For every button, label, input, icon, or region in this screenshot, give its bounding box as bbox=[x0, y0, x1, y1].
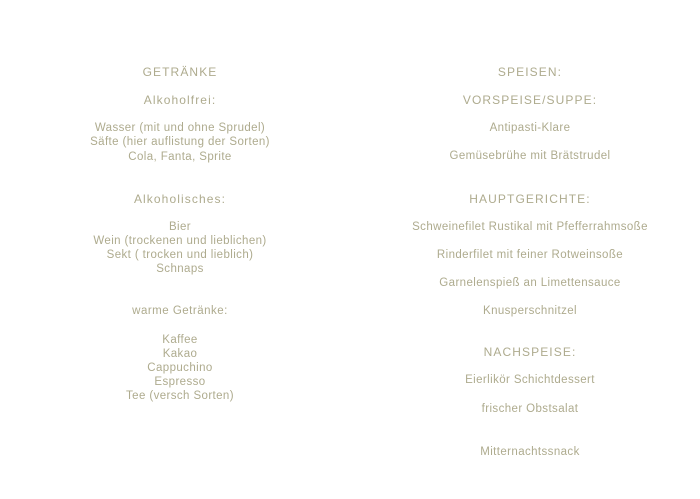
food-title: SPEISEN: bbox=[497, 65, 563, 79]
menu-item: Kakao bbox=[162, 348, 198, 360]
menu-item: Wein (trockenen und lieblichen) bbox=[93, 235, 267, 247]
menu-item: Schnaps bbox=[156, 263, 204, 275]
drinks-column bbox=[60, 0, 300, 499]
menu-item: Espresso bbox=[154, 376, 206, 388]
menu-item: Schweinefilet Rustikal mit Pfefferrahmsoße bbox=[412, 221, 648, 233]
section-heading-nachspeise: NACHSPEISE: bbox=[483, 345, 577, 359]
section-heading-vorspeise: VORSPEISE/SUPPE: bbox=[462, 93, 598, 107]
menu-item: Säfte (hier auflistung der Sorten) bbox=[90, 136, 270, 148]
menu-item: Mitternachtssnack bbox=[480, 446, 580, 458]
section-heading-warme-getraenke: warme Getränke: bbox=[132, 305, 228, 317]
menu-item: Cola, Fanta, Sprite bbox=[128, 151, 232, 163]
menu-item: Kaffee bbox=[162, 334, 198, 346]
menu-item: Cappuchino bbox=[147, 362, 213, 374]
menu-item: Antipasti-Klare bbox=[489, 122, 571, 134]
menu-item: Eierlikör Schichtdessert bbox=[465, 374, 595, 386]
menu-item: Bier bbox=[168, 221, 192, 233]
section-heading-alkoholfrei: Alkoholfrei: bbox=[143, 93, 217, 107]
menu-item: frischer Obstsalat bbox=[481, 403, 579, 415]
menu-item: Sekt ( trocken und lieblich) bbox=[106, 249, 254, 261]
section-heading-alkoholisches: Alkoholisches: bbox=[133, 192, 227, 206]
food-column bbox=[410, 0, 650, 499]
drinks-title: GETRÄNKE bbox=[142, 65, 218, 79]
menu-item: Wasser (mit und ohne Sprudel) bbox=[94, 122, 266, 134]
menu-item: Gemüsebrühe mit Brätstrudel bbox=[449, 150, 611, 162]
menu-item: Tee (versch Sorten) bbox=[126, 390, 234, 402]
menu-item: Garnelenspieß an Limettensauce bbox=[439, 277, 621, 289]
section-heading-hauptgerichte: HAUPTGERICHTE: bbox=[469, 192, 591, 206]
menu-item: Knusperschnitzel bbox=[483, 305, 577, 317]
menu-item: Rinderfilet mit feiner Rotweinsoße bbox=[436, 249, 624, 261]
